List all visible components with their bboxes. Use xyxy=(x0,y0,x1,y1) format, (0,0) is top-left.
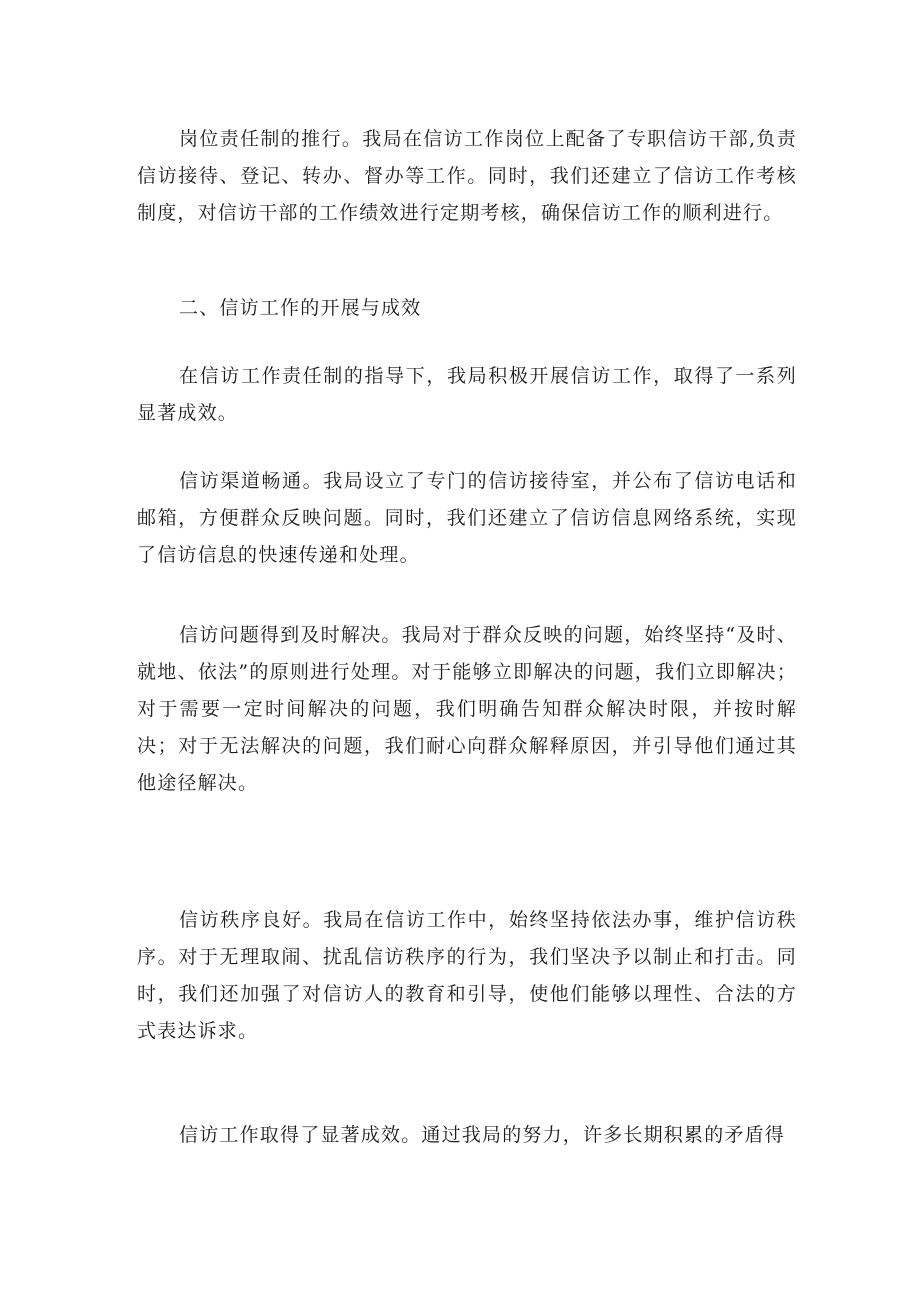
paragraph-responsibility-system: 岗位责任制的推行。我局在信访工作岗位上配备了专职信访干部,负责信访接待、登记、转办、督办等工作。同时，我们还建立了信访工作考核制度，对信访干部的工作绩效进行定期考核，确保信访工作的顺利进行。 xyxy=(137,128,797,224)
paragraph-timely-resolution: 信访问题得到及时解决。我局对于群众反映的问题，始终坚持“及时、就地、依法”的原则进行处理。对于能够立即解决的问题，我们立即解决；对于需要一定时间解决的问题，我们明确告知群众解决时限，并按时解决；对于无法解决的问题，我们耐心向群众解释原因，并引导他们通过其他途径解决。 xyxy=(137,624,797,794)
paragraph-channels: 信访渠道畅通。我局设立了专门的信访接待室，并公布了信访电话和邮箱，方便群众反映问题。同时，我们还建立了信访信息网络系统，实现了信访信息的快速传递和处理。 xyxy=(137,470,797,566)
paragraph-achievements: 信访工作取得了显著成效。通过我局的努力，许多长期积累的矛盾得 xyxy=(179,1124,786,1146)
paragraph-intro-results: 在信访工作责任制的指导下，我局积极开展信访工作，取得了一系列显著成效。 xyxy=(137,365,797,424)
paragraph-order: 信访秩序良好。我局在信访工作中，始终坚持依法办事，维护信访秩序。对于无理取闹、扰乱信访秩序的行为，我们坚决予以制止和打击。同时，我们还加强了对信访人的教育和引导，使他们能够以理性、合法的方式表达诉求。 xyxy=(137,909,797,1042)
section-heading-2: 二、信访工作的开展与成效 xyxy=(179,297,422,319)
